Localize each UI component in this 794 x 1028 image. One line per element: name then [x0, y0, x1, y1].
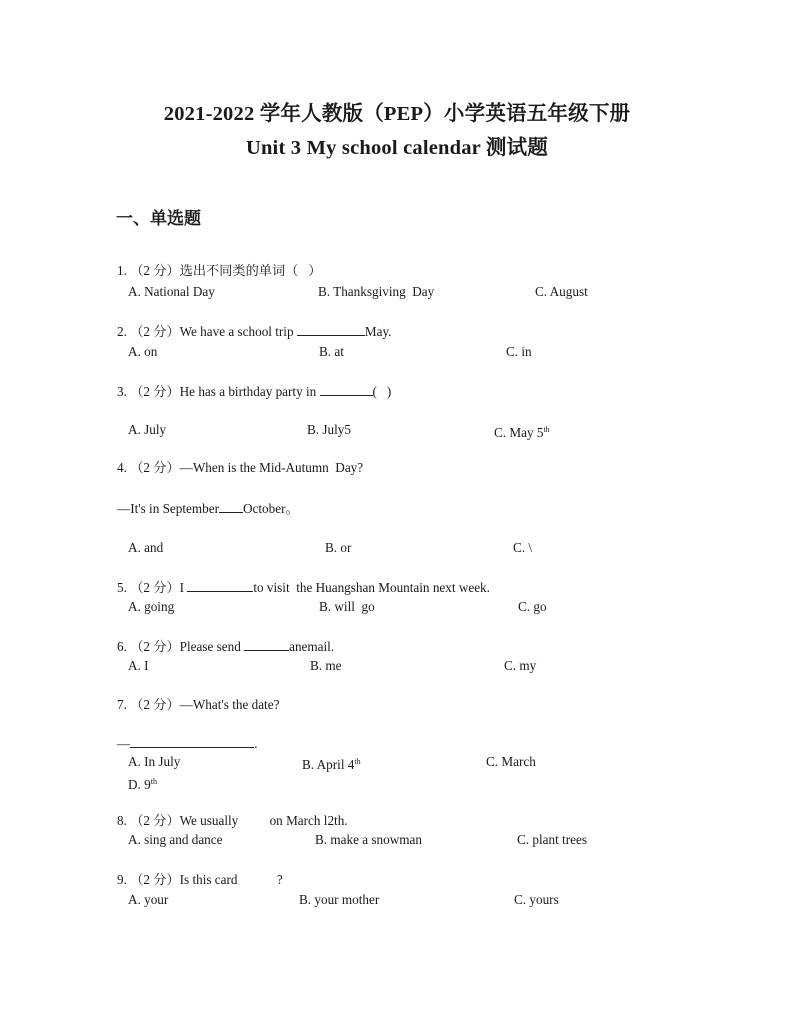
question-6-option-c: C. my — [504, 658, 537, 673]
section-heading: 一、单选题 — [116, 209, 201, 228]
title-line-2: Unit 3 My school calendar 测试题 — [245, 137, 549, 159]
answer-blank — [130, 735, 254, 748]
question-1-option-c: C. August — [535, 284, 588, 299]
question-3-option-b: B. July5 — [307, 422, 351, 437]
question-5-stem: 5. （2 分）I to visit the Huangshan Mountain next week. — [117, 580, 490, 595]
question-6-option-b: B. me — [310, 658, 342, 673]
question-7-option-b: B. April 4th — [302, 757, 361, 772]
question-9-option-c: C. yours — [514, 892, 559, 907]
question-5-option-a: A. going — [128, 599, 175, 614]
answer-blank — [320, 383, 373, 396]
question-2-stem: 2. （2 分）We have a school trip May. — [117, 324, 392, 339]
answer-blank — [219, 500, 243, 513]
question-8-option-b: B. make a snowman — [315, 832, 422, 847]
question-3-option-a: A. July — [128, 422, 167, 437]
question-6-stem: 6. （2 分）Please send anemail. — [117, 639, 335, 654]
answer-blank — [297, 323, 365, 336]
question-9-stem: 9. （2 分）Is this card ? — [117, 872, 283, 887]
question-3-stem: 3. （2 分）He has a birthday party in ( ) — [117, 384, 392, 399]
question-7-option-d: D. 9th — [128, 777, 157, 792]
question-2-option-a: A. on — [128, 344, 158, 359]
question-1-option-b: B. Thanksgiving Day — [318, 284, 435, 299]
question-4-option-b: B. or — [325, 540, 352, 555]
question-2-option-c: C. in — [506, 344, 532, 359]
question-7-option-c: C. March — [486, 754, 536, 769]
question-3-option-c: C. May 5th — [494, 425, 550, 440]
question-8-option-a: A. sing and dance — [128, 832, 223, 847]
question-5-option-c: C. go — [518, 599, 547, 614]
question-4-option-c: C. \ — [513, 540, 533, 555]
question-8-option-c: C. plant trees — [517, 832, 587, 847]
question-7-stem: 7. （2 分）—What's the date? — [117, 697, 280, 712]
title-line-1: 2021-2022 学年人教版（PEP）小学英语五年级下册 — [163, 103, 631, 125]
question-7-option-a: A. In July — [128, 754, 181, 769]
question-8-stem: 8. （2 分）We usually on March l2th. — [117, 813, 348, 828]
question-4-option-a: A. and — [128, 540, 164, 555]
question-6-option-a: A. I — [128, 658, 149, 673]
question-1-stem: 1. （2 分）选出不同类的单词（ ） — [117, 263, 322, 278]
question-4-answer-line: —It's in September October。 — [117, 501, 299, 516]
question-7-answer-line: — . — [117, 736, 258, 751]
answer-blank — [244, 638, 289, 651]
question-9-option-b: B. your mother — [299, 892, 380, 907]
question-9-option-a: A. your — [128, 892, 169, 907]
question-4-stem: 4. （2 分）—When is the Mid-Autumn Day? — [117, 460, 364, 475]
question-2-option-b: B. at — [319, 344, 344, 359]
question-1-option-a: A. National Day — [128, 284, 215, 299]
answer-blank — [187, 579, 253, 592]
question-5-option-b: B. will go — [319, 599, 375, 614]
